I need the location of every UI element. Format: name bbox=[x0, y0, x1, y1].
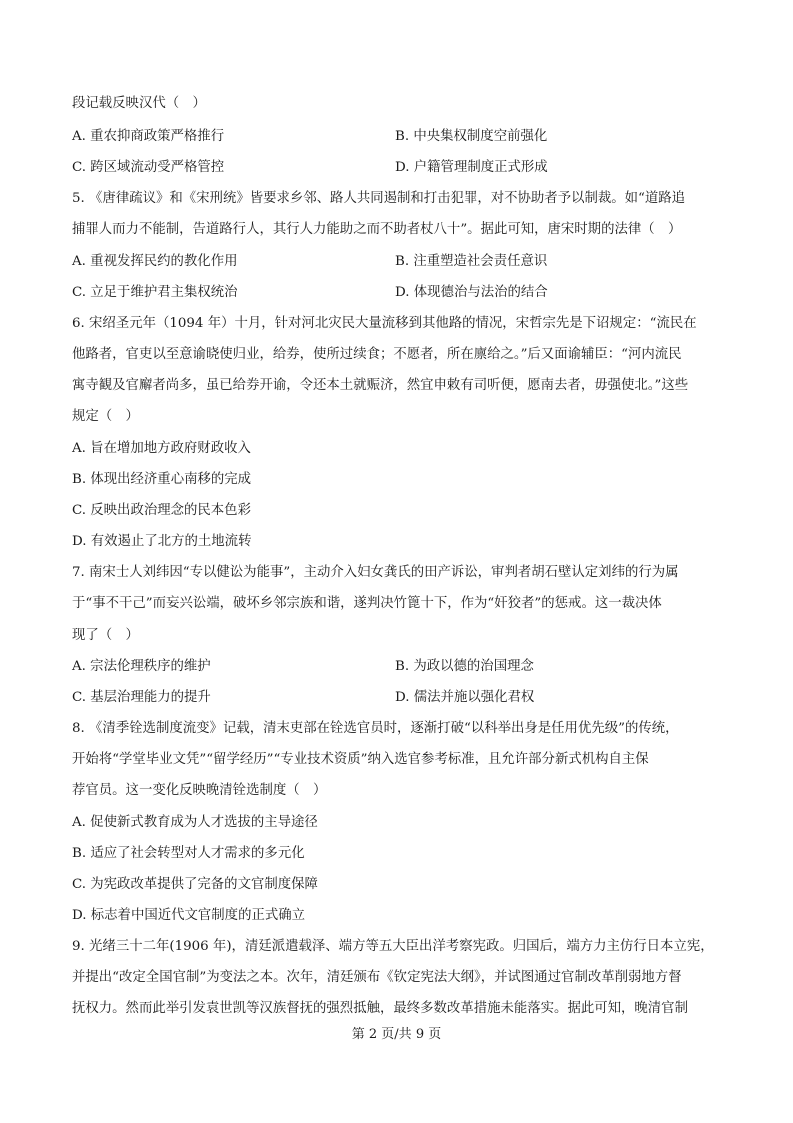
q4-option-c: C. 跨区域流动受严格管控 bbox=[72, 160, 225, 175]
q8-option-a: A. 促使新式教育成为人才选拔的主导途径 bbox=[72, 815, 318, 830]
q7-option-b: B. 为政以德的治国理念 bbox=[395, 659, 534, 674]
q7-option-d: D. 儒法并施以强化君权 bbox=[395, 690, 535, 705]
question-4-tail: 段记载反映汉代（ ） bbox=[72, 96, 206, 111]
question-7-line: 于“事不干己”而妄兴讼端，破坏乡邻宗族和谐，遂判决竹篦十下，作为“奸狡者”的惩戒。这一裁决体 bbox=[72, 596, 662, 611]
question-6-line: 规定（ ） bbox=[72, 409, 139, 424]
question-5-line: 捕罪人而力不能制，告道路行人，其行人力能助之而不助者杖八十”。据此可知，唐宋时期的法律（ ） bbox=[72, 222, 682, 237]
question-6-line: 寓寺観及官廨者尚多，虽已给券开谕，令还本土就赈济，然宜申敕有司听便，愿南去者，毋强使北。”这些 bbox=[72, 378, 689, 393]
question-5-line: 5. 《唐律疏议》和《宋刑统》皆要求乡邻、路人共同遏制和打击犯罪，对不协助者予以制裁。如“道路追 bbox=[72, 191, 686, 206]
q6-option-d: D. 有效遏止了北方的土地流转 bbox=[72, 534, 252, 549]
question-9-line: 抚权力。然而此举引发袁世凯等汉族督抚的强烈抵触，最终多数改革措施未能落实。据此可知，晚清官制 bbox=[72, 1001, 688, 1016]
question-6-line: 他路者，官吏以至意谕晓使归业，给券，使所过续食；不愿者，所在廪给之。”后又面谕辅臣：“河内流民 bbox=[72, 347, 682, 362]
question-8-line: 荐官员。这一变化反映晚清铨选制度（ ） bbox=[72, 783, 327, 798]
question-9-line: 并提出“改定全国官制”为变法之本。次年，清廷颁布《钦定宪法大纲》，并试图通过官制改革削弱地方督 bbox=[72, 970, 682, 985]
q5-option-c: C. 立足于维护君主集权统治 bbox=[72, 285, 238, 300]
question-6-line: 6. 宋绍圣元年（1094 年）十月，针对河北灾民大量流移到其他路的情况，宋哲宗先是下诏规定：“流民在 bbox=[72, 316, 697, 331]
q7-option-a: A. 宗法伦理秩序的维护 bbox=[72, 659, 211, 674]
q5-option-d: D. 体现德治与法治的结合 bbox=[395, 285, 548, 300]
q7-option-c: C. 基层治理能力的提升 bbox=[72, 690, 211, 705]
q8-option-c: C. 为宪政改革提供了完备的文官制度保障 bbox=[72, 877, 318, 892]
q4-option-a: A. 重农抑商政策严格推行 bbox=[72, 129, 225, 144]
q6-option-c: C. 反映出政治理念的民本色彩 bbox=[72, 503, 251, 518]
page-number: 第 2 页/共 9 页 bbox=[351, 1027, 442, 1042]
q8-option-d: D. 标志着中国近代文官制度的正式确立 bbox=[72, 908, 306, 923]
question-7-line: 7. 南宋士人刘纬因“专以健讼为能事”，主动介入妇女龚氏的田产诉讼，审判者胡石壁认定刘纬的行为属 bbox=[72, 565, 679, 580]
q5-option-b: B. 注重塑造社会责任意识 bbox=[395, 254, 548, 269]
question-9-line: 9. 光绪三十二年(1906 年)，清廷派遣载泽、端方等五大臣出洋考察宪政。归国后，端方力主仿行日本立宪， bbox=[72, 939, 714, 954]
question-8-line: 开始将“学堂毕业文凭”“留学经历”“专业技术资质”纳入选官参考标准，且允许部分新式机构自主保 bbox=[72, 752, 649, 767]
q4-option-b: B. 中央集权制度空前强化 bbox=[395, 129, 548, 144]
q6-option-a: A. 旨在增加地方政府财政收入 bbox=[72, 441, 251, 456]
q6-option-b: B. 体现出经济重心南移的完成 bbox=[72, 472, 252, 487]
q8-option-b: B. 适应了社会转型对人才需求的多元化 bbox=[72, 846, 305, 861]
q4-option-d: D. 户籍管理制度正式形成 bbox=[395, 160, 548, 175]
question-8-line: 8. 《清季铨选制度流变》记载，清末吏部在铨选官员时，逐渐打破“以科举出身是任用优先级”的传统， bbox=[72, 721, 679, 736]
q5-option-a: A. 重视发挥民约的教化作用 bbox=[72, 254, 238, 269]
question-7-line: 现了（ ） bbox=[72, 628, 139, 643]
